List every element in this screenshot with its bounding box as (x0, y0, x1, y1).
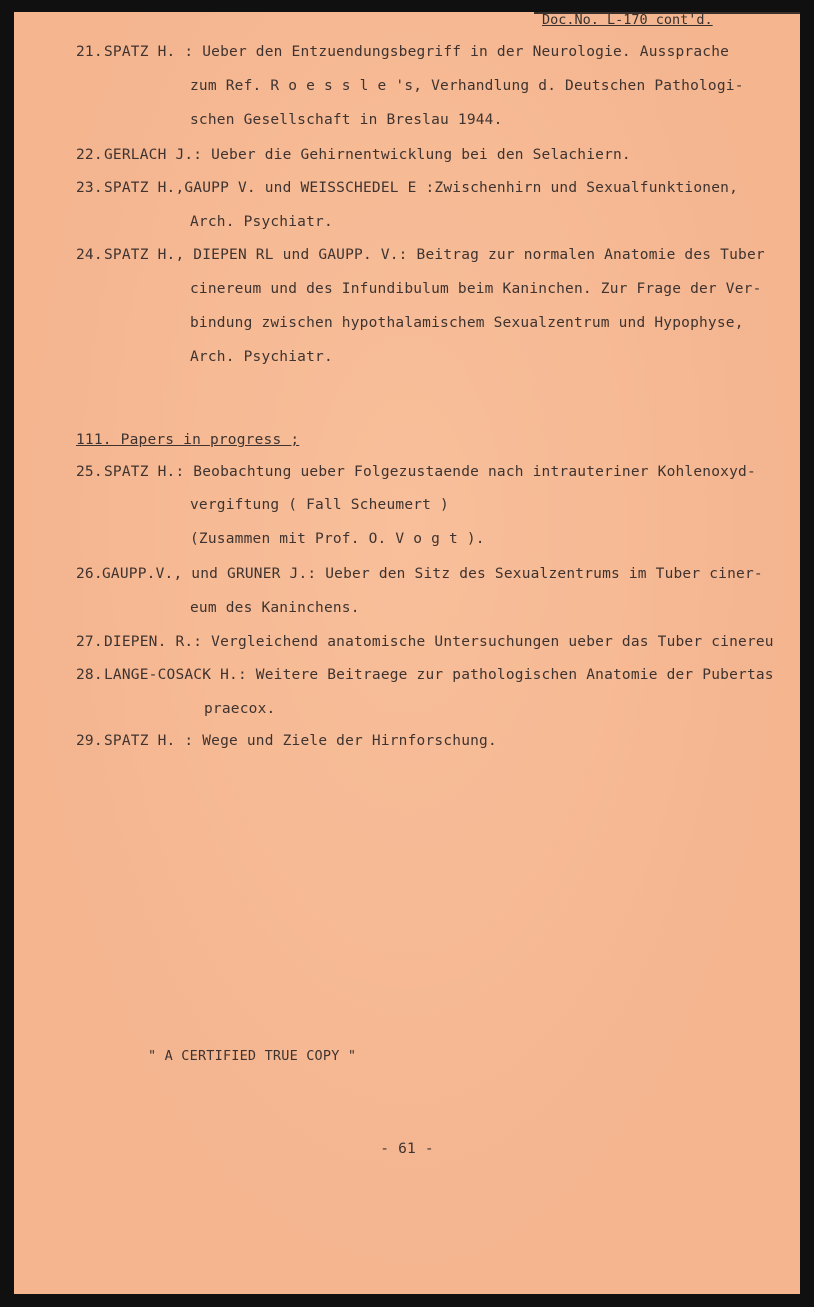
entry-22-number: 22. (76, 147, 103, 163)
entry-26-line-1: GAUPP.V., und GRUNER J.: Ueber den Sitz des Sexualzentrums im Tuber ciner- (102, 566, 763, 582)
entry-24-line-3: bindung zwischen hypothalamischem Sexualzentrum und Hypophyse, (190, 315, 744, 331)
certification-stamp: " A CERTIFIED TRUE COPY " (148, 1048, 357, 1064)
entry-25-line-2: vergiftung ( Fall Scheumert ) (190, 497, 449, 513)
entry-26-line-2: eum des Kaninchens. (190, 600, 360, 616)
entry-25-line-3: (Zusammen mit Prof. O. V o g t ). (190, 531, 485, 547)
entry-21-line-3: schen Gesellschaft in Breslau 1944. (190, 112, 503, 128)
entry-28-number: 28. (76, 667, 103, 683)
document-number: Doc.No. L-170 cont'd. (542, 12, 713, 28)
document-page (14, 12, 800, 1294)
entry-24-line-1: SPATZ H., DIEPEN RL und GAUPP. V.: Beitrag zur normalen Anatomie des Tuber (104, 247, 765, 263)
entry-21-line-2: zum Ref. R o e s s l e 's, Verhandlung d. Deutschen Pathologi- (190, 78, 744, 94)
entry-27-number: 27. (76, 634, 103, 650)
entry-24-line-2: cinereum und des Infundibulum beim Kaninchen. Zur Frage der Ver- (190, 281, 762, 297)
entry-21-number: 21. (76, 44, 103, 60)
entry-25-line-1: SPATZ H.: Beobachtung ueber Folgezustaende nach intrauteriner Kohlenoxyd- (104, 464, 756, 480)
entry-23-line-2: Arch. Psychiatr. (190, 214, 333, 230)
entry-25-number: 25. (76, 464, 103, 480)
page-number: - 61 - (380, 1141, 434, 1157)
section-heading-papers-in-progress: 111. Papers in progress ; (76, 432, 300, 448)
entry-23-line-1: SPATZ H.,GAUPP V. und WEISSCHEDEL E :Zwischenhirn und Sexualfunktionen, (104, 180, 739, 196)
entry-26-number: 26. (76, 566, 103, 582)
entry-24-line-4: Arch. Psychiatr. (190, 349, 333, 365)
entry-29-number: 29. (76, 733, 103, 749)
entry-29-line-1: SPATZ H. : Wege und Ziele der Hirnforschung. (104, 733, 497, 749)
entry-28-line-2: praecox. (204, 701, 276, 717)
entry-28-line-1: LANGE-COSACK H.: Weitere Beitraege zur pathologischen Anatomie der Pubertas (104, 667, 774, 683)
entry-22-line-1: GERLACH J.: Ueber die Gehirnentwicklung bei den Selachiern. (104, 147, 631, 163)
entry-24-number: 24. (76, 247, 103, 263)
entry-21-line-1: SPATZ H. : Ueber den Entzuendungsbegriff in der Neurologie. Aussprache (104, 44, 730, 60)
entry-23-number: 23. (76, 180, 103, 196)
entry-27-line-1: DIEPEN. R.: Vergleichend anatomische Untersuchungen ueber das Tuber cinereu (104, 634, 774, 650)
